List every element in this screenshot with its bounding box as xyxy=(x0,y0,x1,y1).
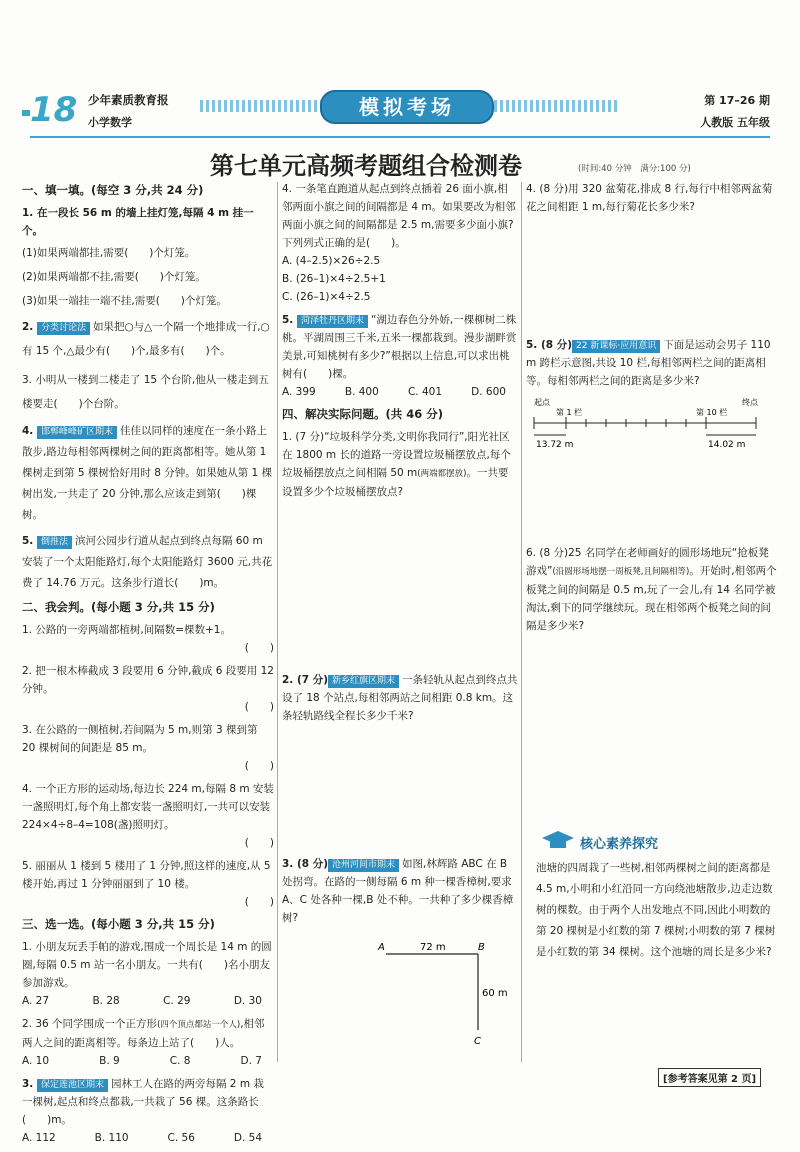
question-note: (沿圆形场地摆一周板凳,且间隔相等) xyxy=(552,567,690,577)
section-heading: 二、我会判。(每小题 3 分,共 15 分) xyxy=(22,600,215,614)
hurdle-figure xyxy=(526,395,778,451)
question xyxy=(22,721,274,775)
section-heading: 四、解决实际问题。(共 46 分) xyxy=(282,407,444,421)
options xyxy=(22,992,274,1010)
question-tag: 菏泽牡丹区期末 xyxy=(297,315,368,328)
answer-blank: ( ) xyxy=(244,837,274,849)
question xyxy=(22,662,274,716)
question-tag: 分类讨论法 xyxy=(37,322,90,335)
option: B. 110 xyxy=(94,1132,129,1144)
tenth-hurdle-label: 第 10 栏 xyxy=(696,408,728,417)
option: B. 28 xyxy=(92,995,120,1007)
question: 4. 邯郸峰峰矿区期末 佳佳以同样的速度在一条小路上散步,路边每相邻两棵树之间的距离都相等。她从第 1 棵树走到第 5 棵树恰好用时 8 分钟。如果她从第 1 棵树出发,一共走了 20 分钟,那么应该走到第( )棵树。 xyxy=(22,425,273,521)
question-text: 一条轻轨从起点到终点共设了 18 个站点,每相邻两站之间相距 0.8 km。这条轻轨路线全程长多少千米? xyxy=(282,674,518,722)
option: B. 9 xyxy=(99,1055,120,1067)
question: 5. 菏泽牡丹区期末 “湖边春色分外娇,一棵柳树二株桃。平湖周围三千米,五米一棵都栽到。漫步湖畔赏美景,可知桃树有多少?”根据以上信息,可以求出桃树有( )棵。 A. 399 B. 400 C. 401 D. 600 xyxy=(282,311,518,401)
question-text: 3. 小明从一楼到二楼走了 15 个台阶,他从一楼走到五楼要走( )个台阶。 xyxy=(22,374,269,410)
question-part: (2)如果两端都不挂,需要( )个灯笼。 xyxy=(22,271,206,283)
question xyxy=(282,855,518,927)
question xyxy=(22,857,274,911)
end-distance-label: 14.02 m xyxy=(708,440,746,450)
question-text: 1. 在一段长 56 m 的墙上挂灯笼,每隔 4 m 挂一个。 xyxy=(22,207,254,237)
question-note: (四个顶点都站一个人) xyxy=(157,1020,241,1030)
option: C. (26–1)×4÷2.5 xyxy=(282,291,371,303)
column-divider xyxy=(277,182,278,1062)
title-note: (时间:40 分钟 满分:100 分) xyxy=(578,164,691,174)
question xyxy=(22,368,274,416)
page-header xyxy=(30,90,770,136)
question-tag: 沧州河间市期末 xyxy=(328,859,399,872)
option: A. 399 xyxy=(282,386,316,398)
question-text: 滨河公园步行道从起点到终点每隔 60 m 安装了一个太阳能路灯,每个太阳能路灯 3600 元,共花费了 14.76 万元。这条步行道长( )m。 xyxy=(22,535,273,589)
page-number: 18 xyxy=(30,90,78,130)
graduation-cap-icon xyxy=(540,828,576,854)
question xyxy=(526,180,778,216)
question-text: 1. (7 分)“垃圾科学分类,文明你我同行”,阳光社区在 1800 m 长的道路一旁设置垃圾桶摆放点,每个垃圾桶摆放点之间相隔 50 m xyxy=(282,431,511,479)
section-heading: 三、选一选。(每小题 3 分,共 15 分) xyxy=(22,917,215,931)
question xyxy=(22,780,274,852)
question-text: 4. 一条笔直跑道从起点到终点插着 26 面小旗,相邻两面小旗之间的间隔都是 4 m。如果要改为相邻两面小旗之间的间隔都是 2.5 m,需要多少面小旗?下列列式正确的是( )。 xyxy=(282,183,516,249)
point-c-label: C xyxy=(474,1036,481,1047)
header-rule xyxy=(30,136,770,138)
question-text: ,相邻两人之间的距离相等。每条边上站了( )人。 xyxy=(22,1018,265,1049)
options xyxy=(22,1052,274,1070)
point-b-label: B xyxy=(478,942,485,953)
option: A. 27 xyxy=(22,995,50,1007)
question-text: “湖边春色分外娇,一棵柳树二株桃。平湖周围三千米,五米一棵都栽到。漫步湖畔赏美景,可知桃树有多少?”根据以上信息,可以求出桃树有( )棵。 xyxy=(282,314,517,380)
answer-reference: [参考答案见第 2 页] xyxy=(658,1068,761,1087)
length-ab-label: 72 m xyxy=(420,942,446,953)
question-text: 2. 把一根木棒截成 3 段要用 6 分钟,截成 6 段要用 12 分钟。 xyxy=(22,665,274,695)
option: D. 54 xyxy=(233,1132,262,1144)
question: 2. 分类讨论法 如果把○与△一个隔一个地排成一行,○有 15 个,△最少有( )个,最多有( )个。 xyxy=(22,321,270,357)
question xyxy=(22,621,274,657)
box-title: 核心素养探究 xyxy=(580,837,659,852)
question: 3. 保定莲池区期末 园林工人在路的两旁每隔 2 m 栽一棵树,起点和终点都栽,一共栽了 56 棵。这条路长( )m。 A. 112 B. 110 C. 56 D. 54 xyxy=(22,1075,274,1147)
question-part: (1)如果两端都挂,需要( )个灯笼。 xyxy=(22,247,196,259)
question-text: 5. 丽丽从 1 楼到 5 楼用了 1 分钟,照这样的速度,从 5 楼开始,再过 1 分钟丽丽到了 10 楼。 xyxy=(22,860,271,890)
column-1 xyxy=(22,180,274,1152)
option: A. (4–2.5)×26÷2.5 xyxy=(282,255,381,267)
edition: 人教版 五年级 xyxy=(700,116,770,129)
question-tag: 邯郸峰峰矿区期末 xyxy=(37,426,117,439)
question-text: 。开始时,相邻两个板凳之间的间隔是 0.5 m,玩了一会儿,有 14 名同学被淘汰,剩下的同学继续玩。现在相邻两个板凳之间的间隔是多少米? xyxy=(526,565,777,632)
options xyxy=(282,383,518,401)
question xyxy=(526,544,778,635)
option: A. 10 xyxy=(22,1055,50,1067)
option: C. 401 xyxy=(407,386,443,398)
section-heading: 一、填一填。(每空 3 分,共 24 分) xyxy=(22,183,204,197)
question-text: 佳佳以同样的速度在一条小路上散步,路边每相邻两棵树之间的距离都相等。她从第 1 棵树走到第 5 棵树恰好用时 8 分钟。如果她从第 1 棵树出发,一共走了 20 分钟,那么应该走到第( )棵树。 xyxy=(22,425,273,521)
road-figure xyxy=(282,932,518,1052)
question xyxy=(282,180,518,306)
core-literacy-box xyxy=(540,828,710,854)
option: C. 56 xyxy=(167,1132,195,1144)
issue-number: 第 17–26 期 xyxy=(704,94,770,107)
question-tag: 新乡红旗区期末 xyxy=(328,675,399,688)
end-label: 终点 xyxy=(742,398,758,407)
question-note: (两端都摆放) xyxy=(417,469,467,479)
column-divider xyxy=(521,182,522,1062)
subject: 小学数学 xyxy=(88,116,132,129)
start-distance-label: 13.72 m xyxy=(536,440,574,450)
question xyxy=(22,938,274,1010)
question-number: 3. (8 分) xyxy=(282,858,329,870)
question-text: 3. 在公路的一侧植树,若间隔为 5 m,则第 3 棵到第 20 棵树间的间距是 85 m。 xyxy=(22,724,258,754)
question xyxy=(282,671,518,725)
question xyxy=(22,204,274,310)
option: C. 29 xyxy=(163,995,191,1007)
column-2 xyxy=(282,180,518,1055)
question-text: 池塘的四周栽了一些树,相邻两棵树之间的距离都是 4.5 m,小明和小红沿同一方向绕池塘散步,边走边数树的棵数。由于两个人出发地点不同,因此小明数的第 20 棵树是小红数的第 7 棵树;小明数的第 7 棵树是小红数的第 34 棵树。这个池塘的周长是多少米? xyxy=(536,862,776,958)
page-title: 第七单元高频考题组合检测卷 xyxy=(210,151,522,180)
question-tag: 22 新课标·应用意识 xyxy=(572,340,660,353)
length-bc-label: 60 m xyxy=(482,988,508,999)
answer-blank: ( ) xyxy=(244,701,274,713)
question-tag: 倒推法 xyxy=(37,536,72,549)
option: A. 112 xyxy=(22,1132,56,1144)
question-text: 下面是运动会男子 110 m 跨栏示意图,共设 10 栏,每相邻两栏之间的距离相等。每相邻两栏之间的距离是多少米? xyxy=(526,339,771,387)
question-text: 4. (8 分)用 320 盆菊花,排成 8 行,每行中相邻两盆菊花之间相距 1 m,每行菊花长多少米? xyxy=(526,183,773,213)
start-label: 起点 xyxy=(534,398,550,407)
question: 5. 倒推法 滨河公园步行道从起点到终点每隔 60 m 安装了一个太阳能路灯,每个太阳能路灯 3600 元,共花费了 14.76 万元。这条步行道长( )m。 xyxy=(22,535,273,589)
question xyxy=(22,1015,274,1070)
paper-name: 少年素质教育报 xyxy=(88,93,169,107)
question-text: 。一共要设置多少个垃圾桶摆放点? xyxy=(282,467,509,498)
question-text: 6. (8 分)25 名同学在老师画好的圆形场地玩“抢板凳游戏” xyxy=(526,547,769,577)
question xyxy=(282,428,518,501)
question-text: 园林工人在路的两旁每隔 2 m 栽一棵树,起点和终点都栽,一共栽了 56 棵。这条路长( )m。 xyxy=(22,1078,264,1126)
first-hurdle-label: 第 1 栏 xyxy=(556,408,583,417)
option: B. (26–1)×4÷2.5+1 xyxy=(282,273,386,285)
question-text: 如果把○与△一个隔一个地排成一行,○有 15 个,△最少有( )个,最多有( )个。 xyxy=(22,321,270,357)
question-tag: 保定莲池区期末 xyxy=(37,1079,108,1092)
answer-blank: ( ) xyxy=(244,760,274,772)
question-text: 2. 36 个同学围成一个正方形 xyxy=(22,1018,158,1030)
question-number: 5. (8 分) xyxy=(526,339,573,351)
option: D. 30 xyxy=(233,995,262,1007)
point-a-label: A xyxy=(378,942,385,953)
answer-blank: ( ) xyxy=(244,642,274,654)
answer-blank: ( ) xyxy=(244,896,274,908)
question-text: 1. 小朋友玩丢手帕的游戏,围成一个周长是 14 m 的圆圈,每隔 0.5 m 站一名小朋友。一共有( )名小朋友参加游戏。 xyxy=(22,941,272,989)
column-3 xyxy=(526,180,778,640)
option: B. 400 xyxy=(344,386,379,398)
option: C. 8 xyxy=(169,1055,191,1067)
section-banner: 模拟考场 xyxy=(320,90,494,124)
question-number: 2. (7 分) xyxy=(282,674,329,686)
question-text: 1. 公路的一旁两端都植树,间隔数=棵数+1。 xyxy=(22,624,231,636)
question-text: 如图,林辉路 ABC 在 B 处拐弯。在路的一侧每隔 6 m 种一棵香樟树,要求 A、C 处各种一棵,B 处不种。一共种了多少棵香樟树? xyxy=(282,858,514,924)
question-part: (3)如果一端挂一端不挂,需要( )个灯笼。 xyxy=(22,295,227,307)
option: D. 7 xyxy=(240,1055,262,1067)
explore-question xyxy=(536,858,780,963)
option: D. 600 xyxy=(471,386,506,398)
question xyxy=(526,336,778,390)
question-text: 4. 一个正方形的运动场,每边长 224 m,每隔 8 m 安装一盏照明灯,每个角上都安装一盏照明灯,一共可以安装 224×4÷8–4=108(盏)照明灯。 xyxy=(22,783,274,831)
